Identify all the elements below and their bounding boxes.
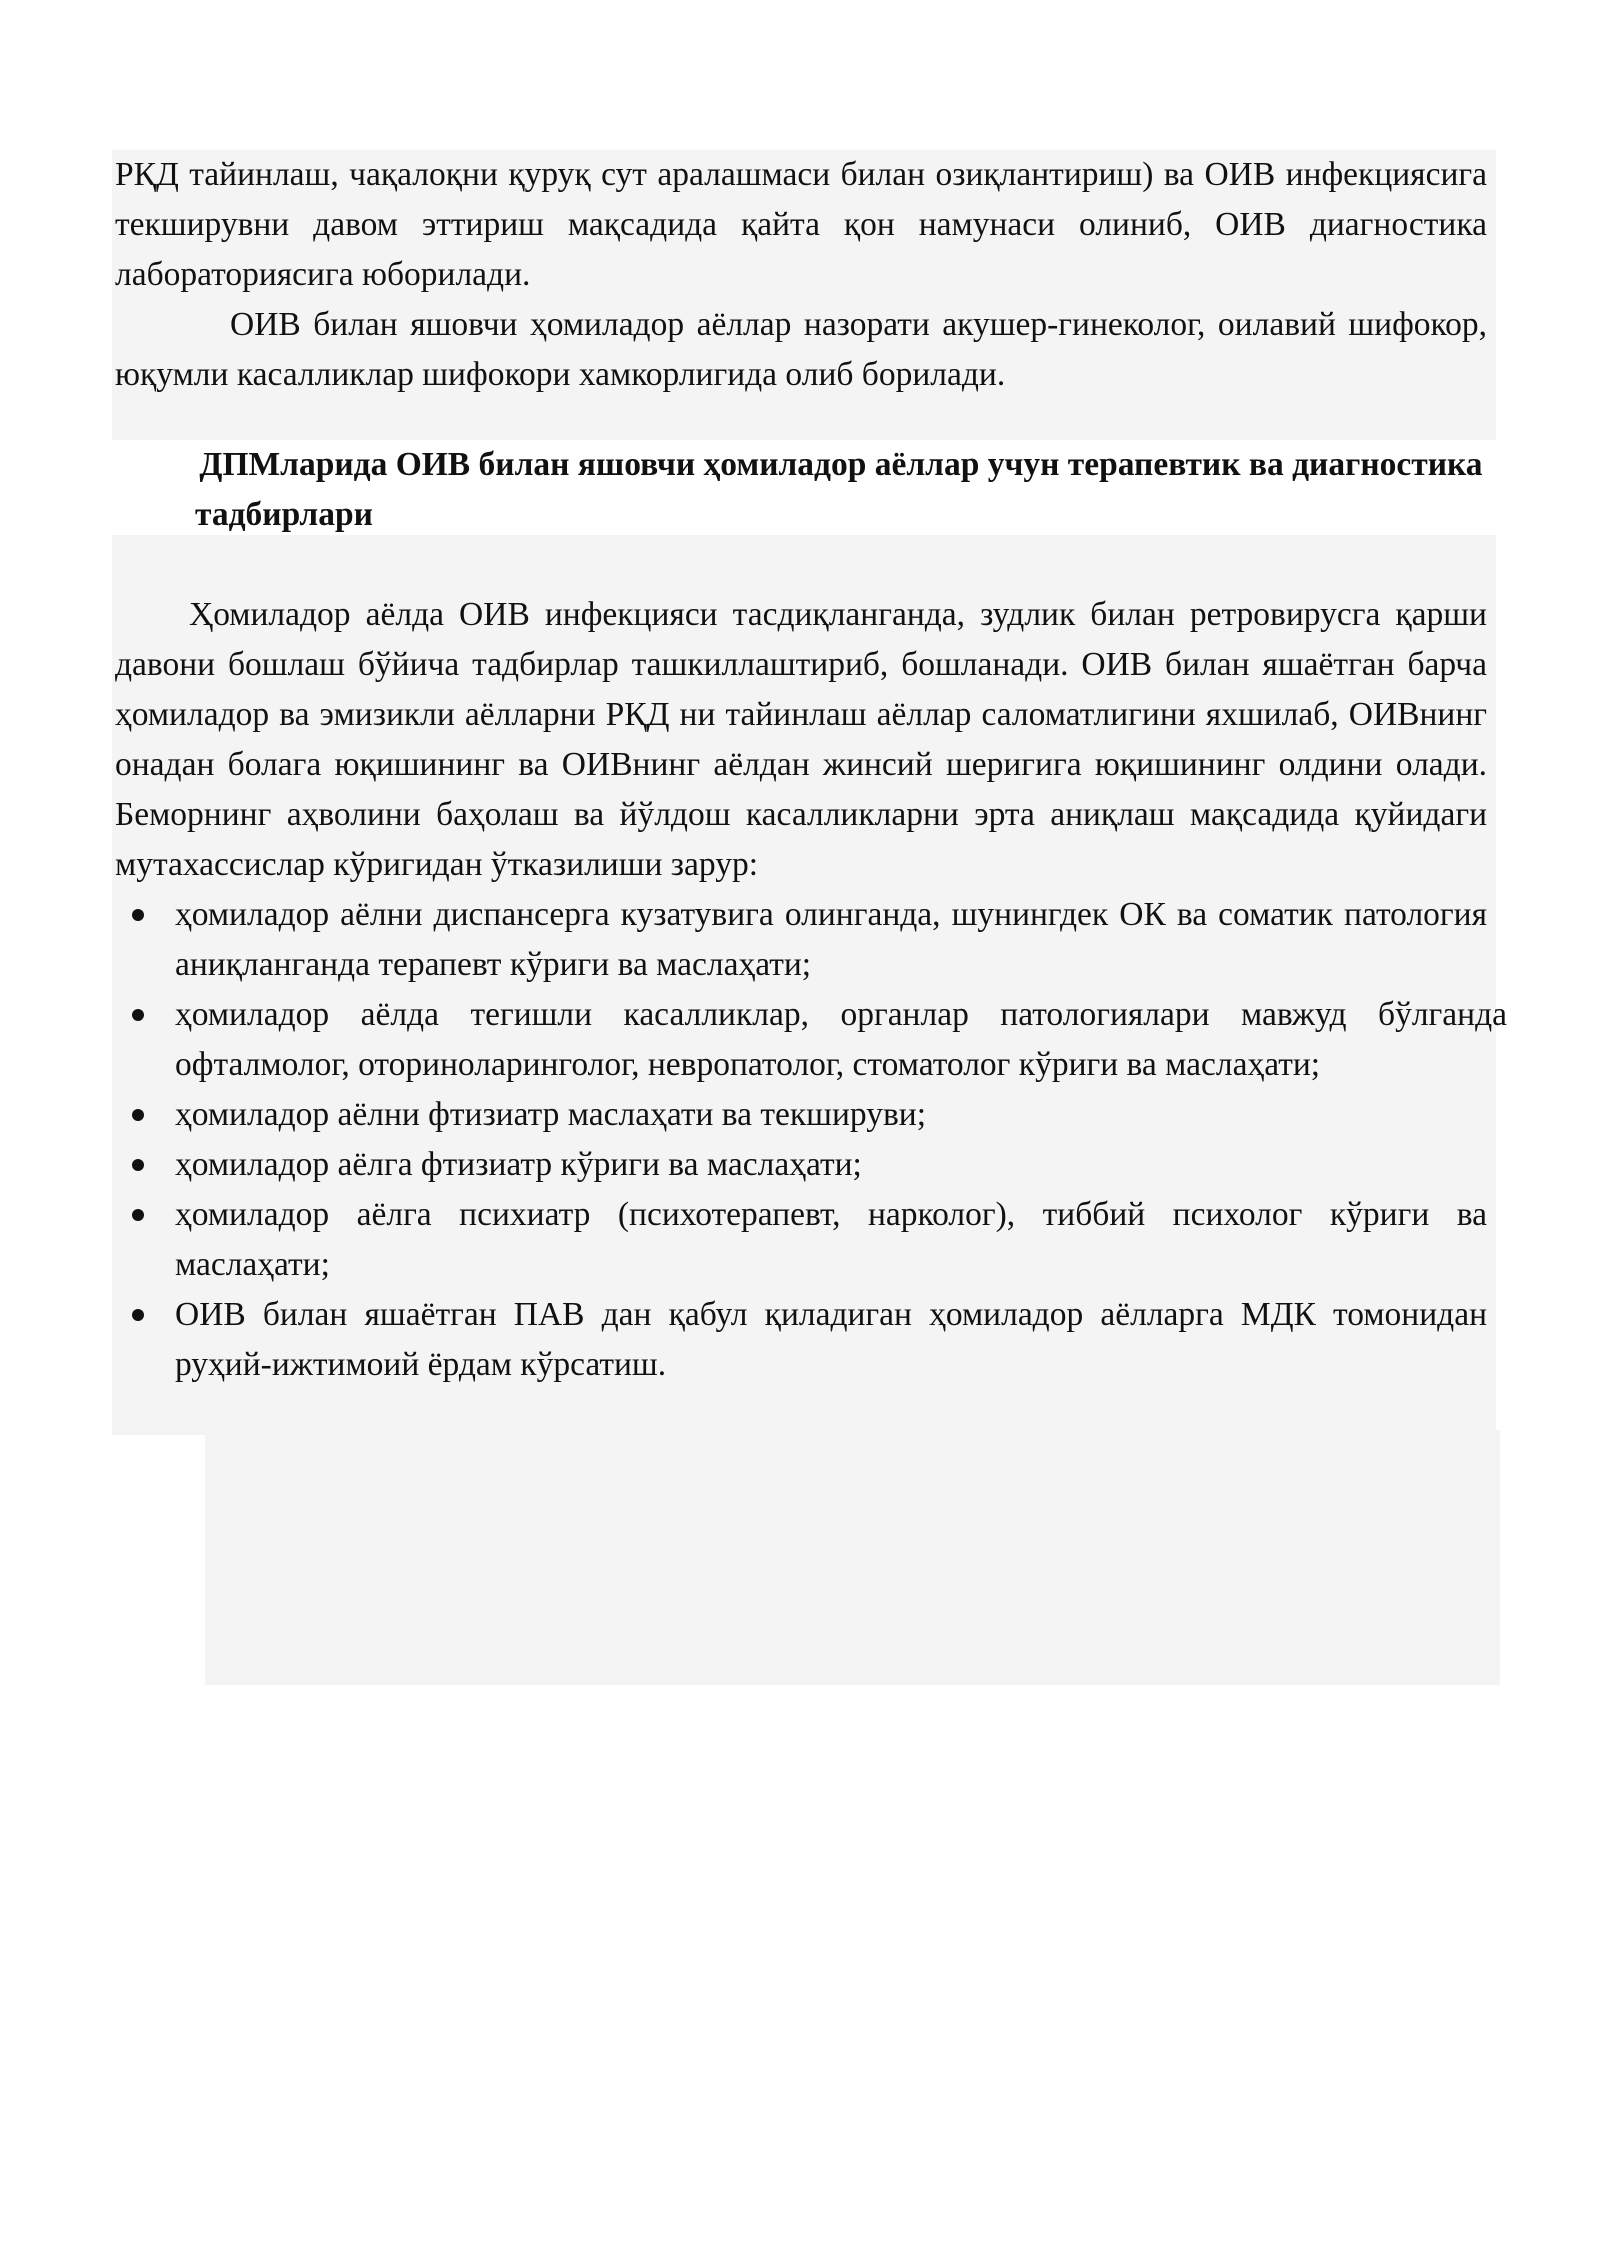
bullet-icon — [132, 1009, 144, 1021]
list-item-text: ҳомиладор аёлга психиатр (психотерапевт, нарколог), тиббий психолог кўриги ва маслаҳати; — [175, 1196, 1487, 1283]
list-item-text: ҳомиладор аёлни диспансерга кузатувига олинганда, шунингдек ОК ва соматик патология аниқланганда терапевт кўриги ва маслаҳати; — [175, 896, 1487, 983]
paragraph-continuation: РҚД тайинлаш, чақалоқни қуруқ сут аралашмаси билан озиқлантириш) ва ОИВ инфекциясига текширувни давом эттириш мақсадида қайта қон намунаси олиниб, ОИВ диагностика лабораториясига юборилади. — [115, 156, 1487, 293]
list-item-text: ҳомиладор аёлда тегишли касалликлар, органлар патологиялари мавжуд бўлганда офталмолог, оториноларинголог, невропатолог, стоматолог кўриги ва маслаҳати; — [175, 996, 1507, 1083]
list-item-text: ҳомиладор аёлга фтизиатр кўриги ва маслаҳати; — [175, 1146, 862, 1183]
specialist-list — [115, 890, 1507, 1390]
list-item-text: ҳомиладор аёлни фтизиатр маслаҳати ва текшируви; — [175, 1096, 927, 1133]
list-item — [115, 990, 1507, 1090]
section-body — [115, 590, 1507, 1390]
bullet-icon — [132, 1309, 144, 1321]
list-item — [115, 1140, 1487, 1190]
bullet-icon — [132, 1209, 144, 1221]
list-item — [115, 890, 1487, 990]
list-item — [115, 1090, 1487, 1140]
paragraph-supervision: ОИВ билан яшовчи ҳомиладор аёллар назорати акушер-гинеколог, оилавий шифокор, юқумли касалликлар шифокори хамкорлигида олиб борилади. — [115, 306, 1487, 393]
shaded-background-bottom — [205, 1430, 1500, 1685]
bullet-icon — [132, 1159, 144, 1171]
list-item — [115, 1290, 1487, 1390]
bullet-icon — [132, 909, 144, 921]
section-heading: ДПМларида ОИВ билан яшовчи ҳомиладор аёллар учун терапевтик ва диагностика тадбирлари — [195, 446, 1483, 533]
bullet-icon — [132, 1109, 144, 1121]
paragraph-intro: Ҳомиладор аёлда ОИВ инфекцияси тасдиқланганда, зудлик билан ретровирусга қарши давони бошлаш бўйича тадбирлар ташкиллаштириб, бошланади. ОИВ билан яшаётган барча ҳомиладор ва эмизикли аёлларни РҚД ни тайинлаш аёллар саломатлигини яхшилаб, ОИВнинг онадан болага юқишининг ва ОИВнинг аёлдан жинсий шеригига юқишининг олдини олади. Беморнинг аҳволини баҳолаш ва йўлдош касалликларни эрта аниқлаш мақсадида қуйидаги мутахассислар кўригидан ўтказилиши зарур: — [115, 596, 1487, 883]
list-item-text: ОИВ билан яшаётган ПАВ дан қабул қиладиган ҳомиладор аёлларга МДК томонидан руҳий-ижтимоий ёрдам кўрсатиш. — [175, 1296, 1487, 1383]
list-item — [115, 1190, 1487, 1290]
document-page — [115, 150, 1507, 1390]
